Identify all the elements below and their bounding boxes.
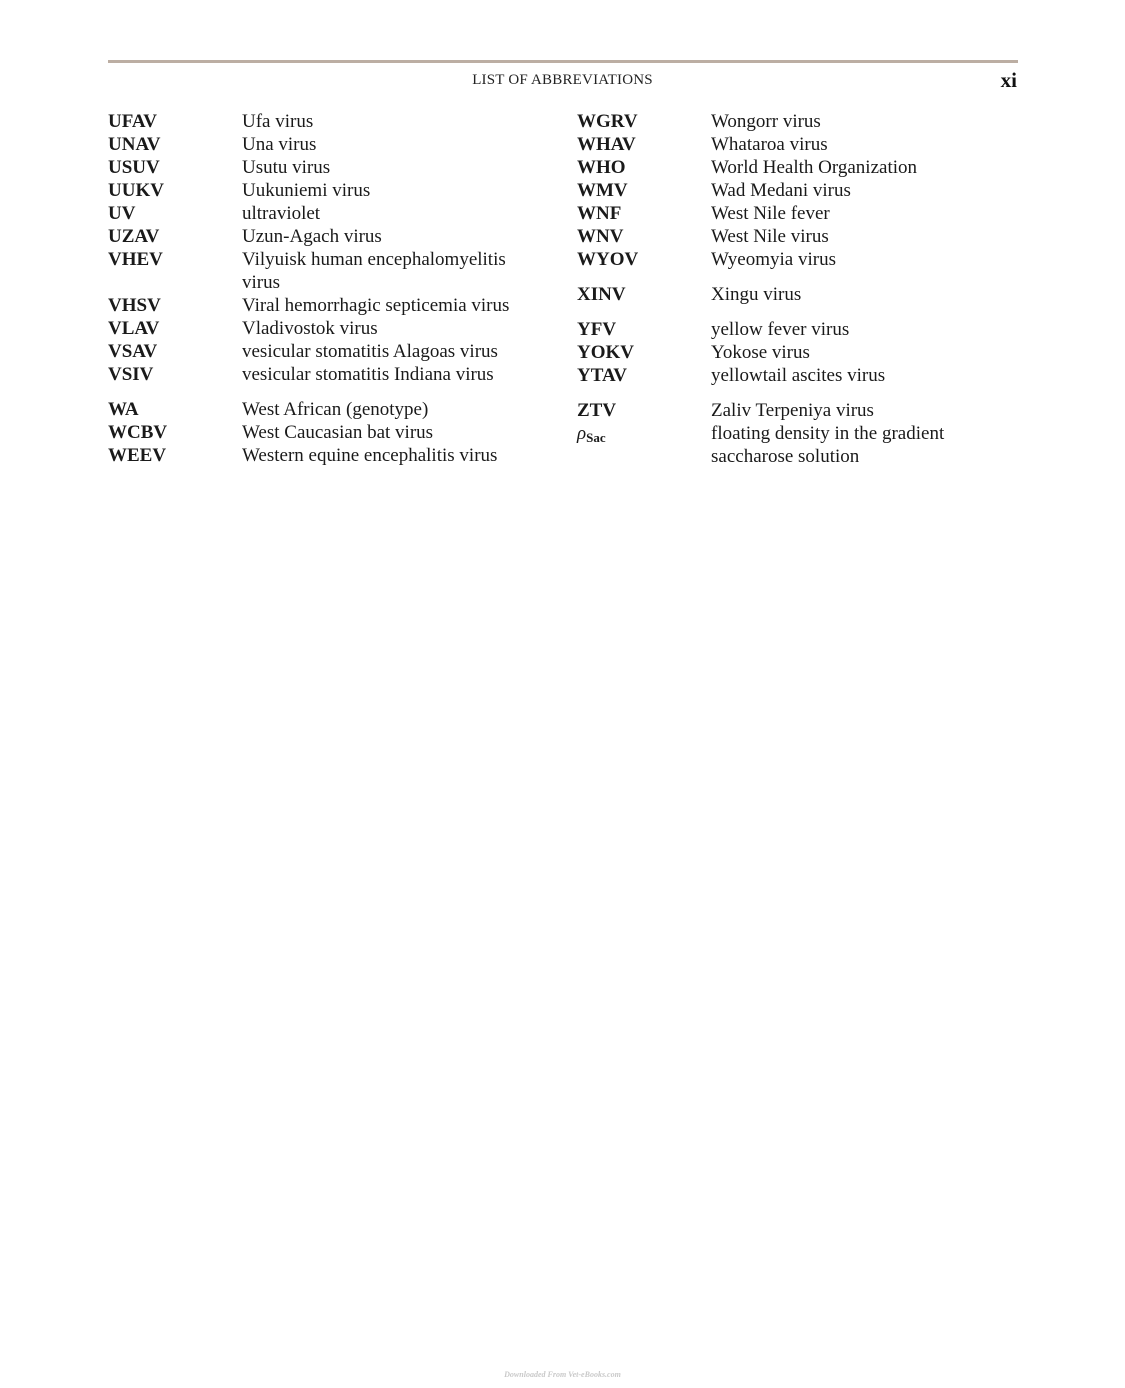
abbreviation-definition: Ufa virus xyxy=(242,111,314,132)
abbreviation-entry xyxy=(108,398,558,421)
abbreviation-entry xyxy=(108,179,558,202)
header-rule xyxy=(108,60,1018,63)
abbreviation-term: WMV xyxy=(577,180,628,201)
abbreviation-subscript: Sac xyxy=(586,430,606,445)
abbreviation-entry xyxy=(577,399,1017,422)
abbreviation-entry xyxy=(108,444,558,467)
abbreviation-term: UNAV xyxy=(108,134,161,155)
abbreviation-term: UFAV xyxy=(108,111,157,132)
abbreviation-entry xyxy=(577,110,1017,133)
abbreviation-definition: West Caucasian bat virus xyxy=(242,422,434,443)
abbreviation-term: WHO xyxy=(577,157,626,178)
abbreviation-term: USUV xyxy=(108,157,160,178)
abbreviation-definition: yellowtail ascites virus xyxy=(711,365,886,386)
page-number: xi xyxy=(1000,68,1017,92)
abbreviation-term: VHSV xyxy=(108,295,161,316)
abbreviation-term: WCBV xyxy=(108,422,168,443)
running-head: LIST OF ABBREVIATIONS xyxy=(472,72,653,88)
abbreviation-definition: World Health Organization xyxy=(711,157,918,178)
abbreviation-entry xyxy=(577,422,1017,468)
abbreviation-definition: Zaliv Terpeniya virus xyxy=(711,400,874,421)
abbreviation-term: WNV xyxy=(577,226,624,247)
abbreviation-term: WHAV xyxy=(577,134,636,155)
abbreviation-definition: Uukuniemi virus xyxy=(242,180,371,201)
abbreviation-entry xyxy=(577,248,1017,271)
abbreviation-definition: Viral hemorrhagic septicemia virus xyxy=(242,295,510,316)
abbreviation-term xyxy=(577,422,711,468)
abbreviation-term: UZAV xyxy=(108,226,160,247)
abbreviation-entry xyxy=(577,318,1017,341)
abbreviation-term: UUKV xyxy=(108,180,164,201)
abbreviation-definition: vesicular stomatitis Indiana virus xyxy=(242,364,494,385)
abbreviation-term: YOKV xyxy=(577,342,634,363)
abbreviation-entry xyxy=(108,340,558,363)
abbreviation-entry xyxy=(577,202,1017,225)
abbreviation-term: WYOV xyxy=(577,249,639,270)
abbreviation-entry xyxy=(577,133,1017,156)
abbreviation-definition: Wyeomyia virus xyxy=(711,249,836,270)
abbreviation-entry xyxy=(577,364,1017,387)
abbreviation-term: YFV xyxy=(577,319,617,340)
abbreviation-entry xyxy=(108,133,558,156)
abbreviation-entry xyxy=(108,421,558,444)
abbreviation-term: XINV xyxy=(577,284,626,305)
abbreviation-definition: Yokose virus xyxy=(711,342,810,363)
abbreviation-term: WA xyxy=(108,399,139,420)
abbreviation-entry xyxy=(577,179,1017,202)
abbreviation-term: UV xyxy=(108,203,136,224)
abbreviation-entry xyxy=(108,317,558,340)
abbreviation-term: VHEV xyxy=(108,249,163,270)
abbreviation-definition: ultraviolet xyxy=(242,203,321,224)
abbreviation-definition: Wad Medani virus xyxy=(711,180,851,201)
abbreviation-definition: floating density in the gradient saccharose solution xyxy=(711,423,945,467)
abbreviation-definition: Whataroa virus xyxy=(711,134,828,155)
abbreviation-definition: Usutu virus xyxy=(242,157,331,178)
abbreviation-term: VSAV xyxy=(108,341,158,362)
abbreviation-definition: Wongorr virus xyxy=(711,111,821,132)
abbreviation-definition: Uzun-Agach virus xyxy=(242,226,382,247)
abbreviation-entry xyxy=(108,248,558,294)
abbreviation-column-left xyxy=(108,110,558,467)
abbreviation-definition: yellow fever virus xyxy=(711,319,850,340)
abbreviation-term: WGRV xyxy=(577,111,638,132)
abbreviation-entry xyxy=(108,294,558,317)
abbreviation-entry xyxy=(577,283,1017,306)
abbreviation-term: VSIV xyxy=(108,364,154,385)
abbreviation-entry xyxy=(108,202,558,225)
footer-watermark: Downloaded From Vet-eBooks.com xyxy=(504,1370,621,1379)
abbreviation-definition: Xingu virus xyxy=(711,284,802,305)
abbreviation-entry xyxy=(108,363,558,386)
abbreviation-entry xyxy=(577,341,1017,364)
abbreviation-term: VLAV xyxy=(108,318,160,339)
abbreviation-definition: Una virus xyxy=(242,134,317,155)
abbreviation-term: YTAV xyxy=(577,365,627,386)
abbreviation-definition: Vladivostok virus xyxy=(242,318,378,339)
abbreviation-definition: vesicular stomatitis Alagoas virus xyxy=(242,341,498,362)
abbreviation-definition: Vilyuisk human encephalomyelitis virus xyxy=(242,249,506,293)
abbreviation-entry xyxy=(108,110,558,133)
abbreviation-term: ZTV xyxy=(577,400,617,421)
abbreviation-definition: West Nile fever xyxy=(711,203,830,224)
abbreviation-definition: West African (genotype) xyxy=(242,399,429,420)
abbreviation-column-right xyxy=(577,110,1017,468)
abbreviation-entry xyxy=(577,156,1017,179)
abbreviation-entry xyxy=(577,225,1017,248)
abbreviation-definition: Western equine encephalitis virus xyxy=(242,445,498,466)
abbreviation-term: WEEV xyxy=(108,445,167,466)
abbreviation-entry xyxy=(108,156,558,179)
abbreviation-entry xyxy=(108,225,558,248)
abbreviation-symbol: ρ xyxy=(577,423,587,444)
abbreviation-definition: West Nile virus xyxy=(711,226,829,247)
abbreviation-term: WNF xyxy=(577,203,622,224)
